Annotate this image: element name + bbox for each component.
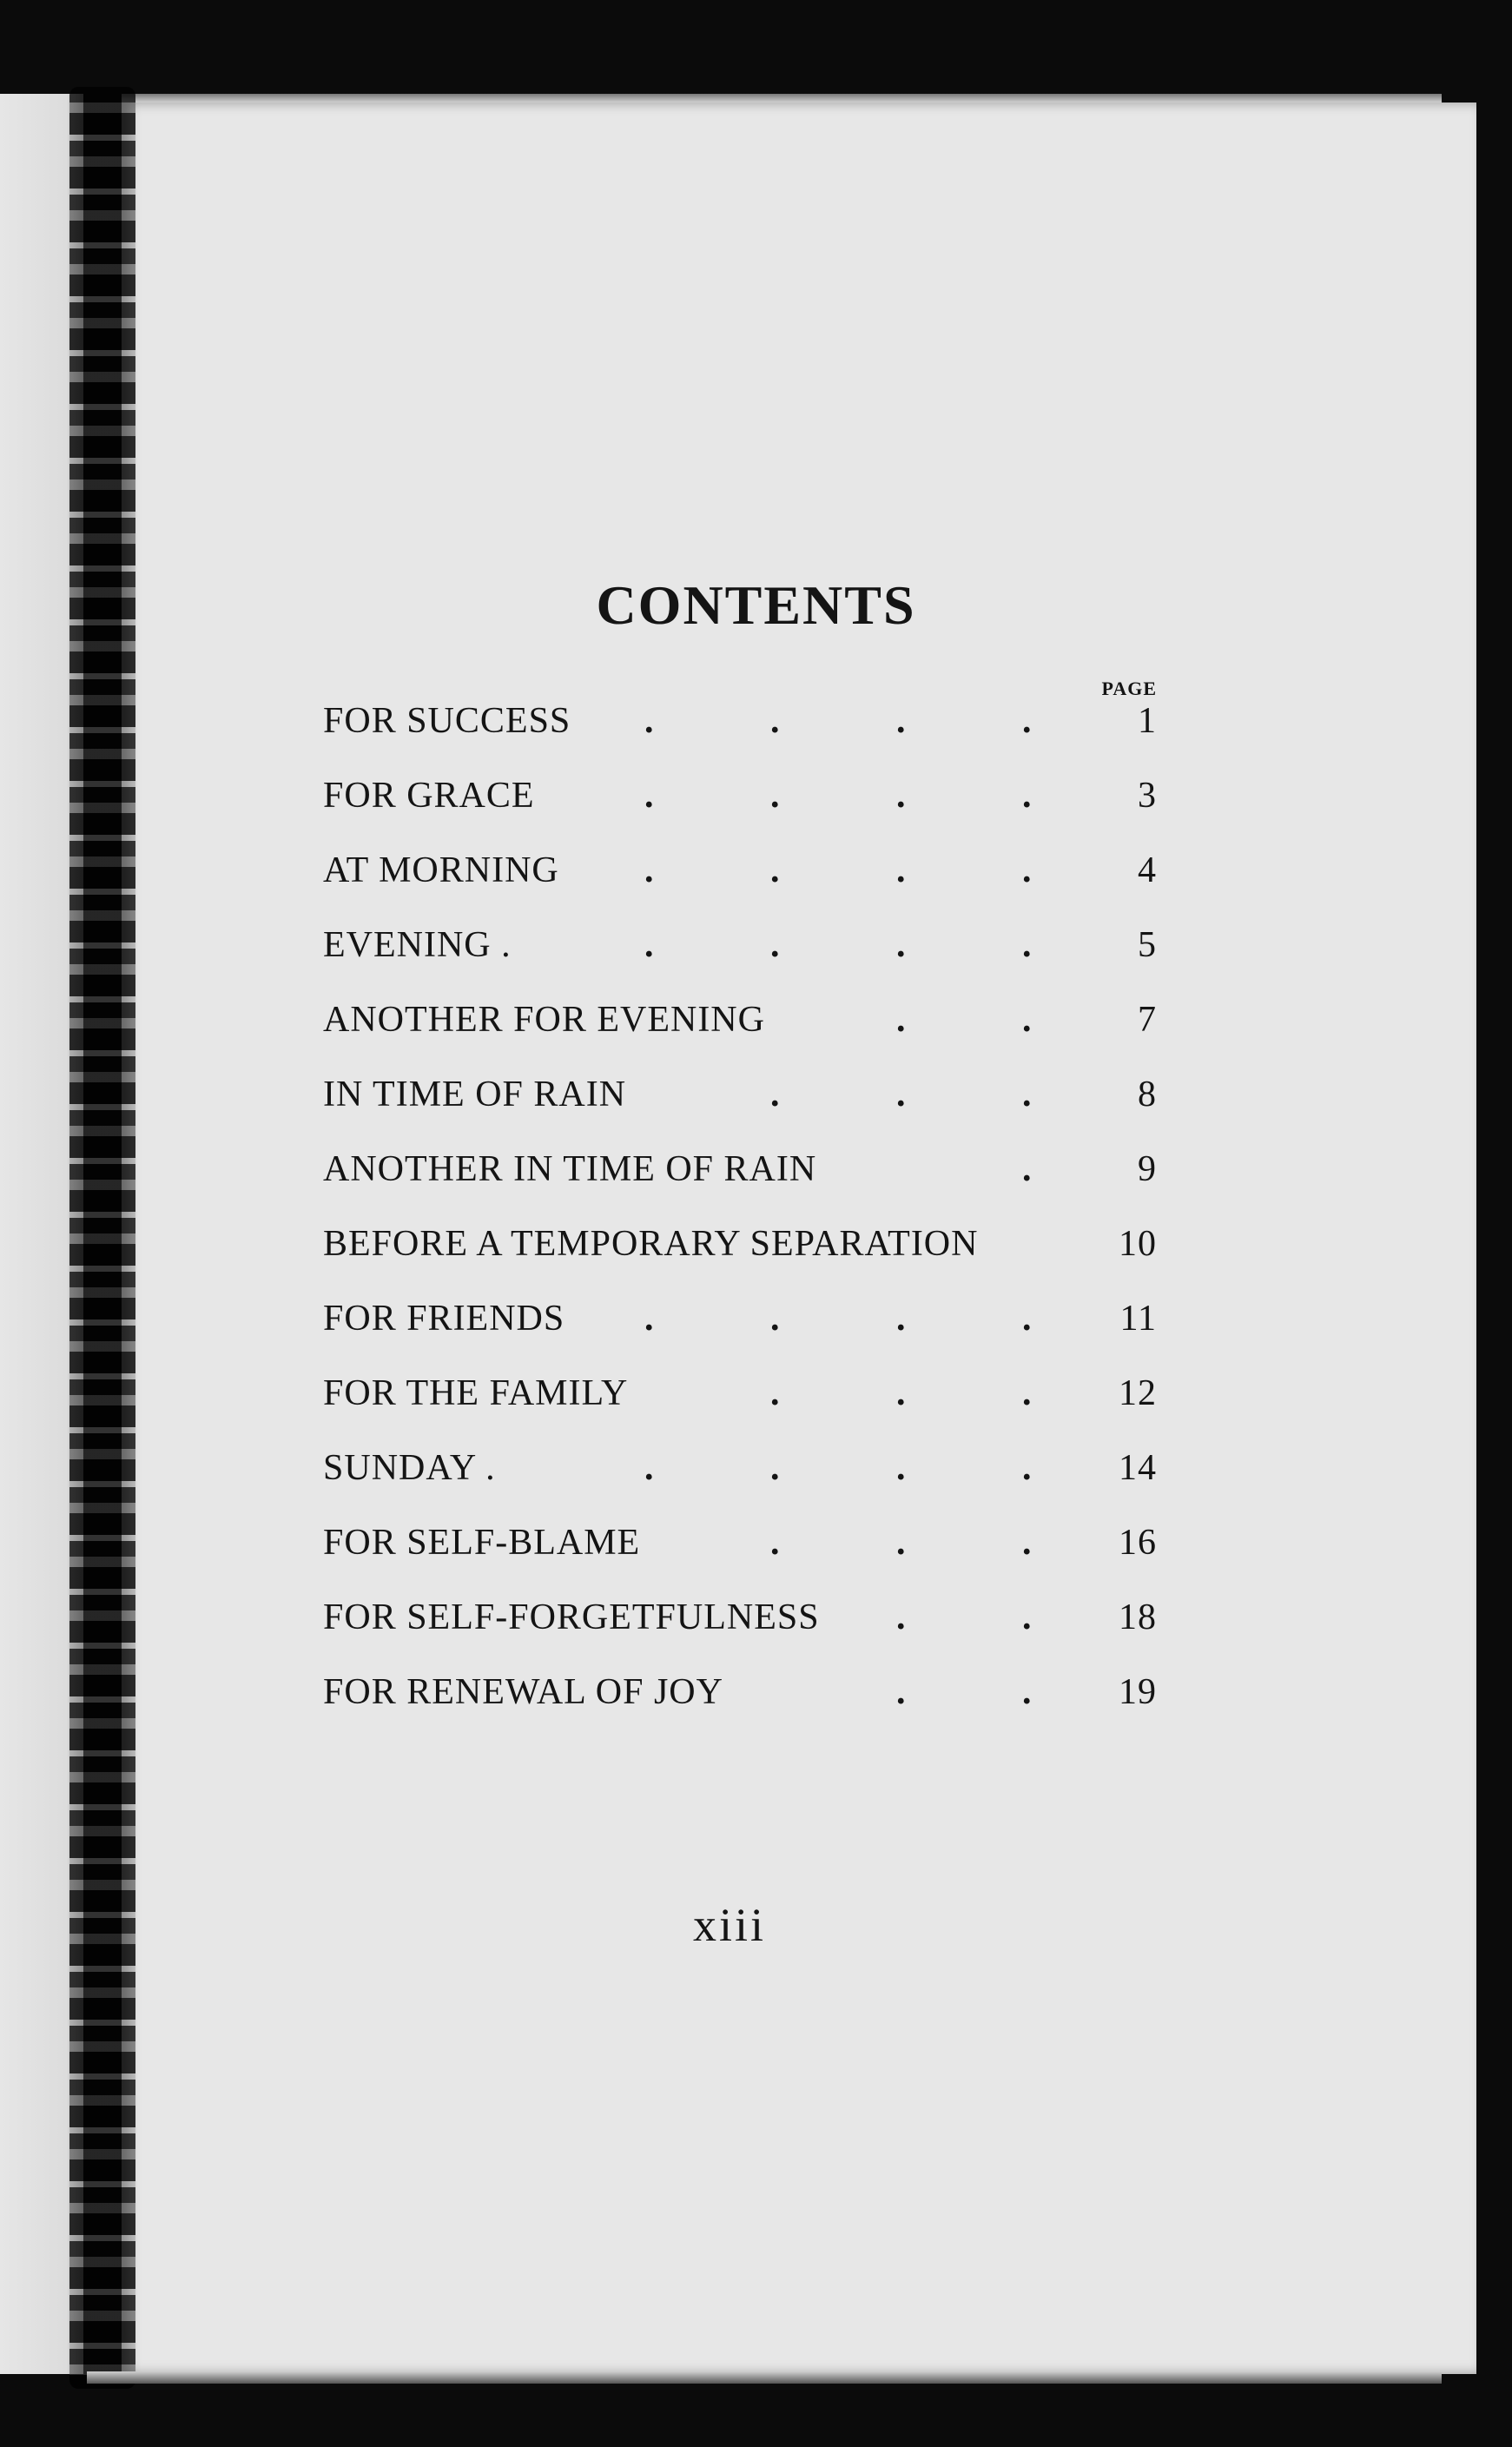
toc-leader-dot: . xyxy=(770,1299,781,1339)
toc-leader-dot: . xyxy=(1022,1299,1033,1339)
toc-leader-dot: . xyxy=(896,1597,907,1637)
toc-leader-dot: . xyxy=(644,925,655,965)
toc-leader-dot: . xyxy=(896,1299,907,1339)
toc-entry-title: FOR THE FAMILY xyxy=(323,1373,629,1413)
toc-leader-dot: . xyxy=(770,925,781,965)
toc-leader-dot: . xyxy=(1022,1448,1033,1488)
toc-entry-title: FOR FRIENDS xyxy=(323,1299,565,1339)
toc-leader-dot: . xyxy=(770,1075,781,1114)
toc-entry-title: FOR SUCCESS xyxy=(323,701,571,741)
toc-entry xyxy=(323,1442,1157,1494)
toc-leader-dot: . xyxy=(770,1373,781,1413)
toc-leader-dot: . xyxy=(896,1373,907,1413)
binding-gutter-shadow xyxy=(69,87,135,2389)
toc-leader-dot: . xyxy=(770,850,781,890)
toc-entry-page-number: 10 xyxy=(1119,1224,1157,1264)
toc-leader-dot: . xyxy=(896,1448,907,1488)
toc-entry xyxy=(323,1218,1157,1270)
toc-leader-dot: . xyxy=(1022,701,1033,741)
toc-entry-page-number: 16 xyxy=(1119,1523,1157,1563)
toc-leader-dot: . xyxy=(1022,776,1033,816)
toc-entry-page-number: 19 xyxy=(1119,1672,1157,1712)
page-folio: xiii xyxy=(692,1899,766,1951)
toc-entry-page-number: 1 xyxy=(1138,701,1157,741)
toc-entry xyxy=(323,919,1157,971)
toc-entry-title: IN TIME OF RAIN xyxy=(323,1075,627,1114)
toc-entry-page-number: 8 xyxy=(1138,1075,1157,1114)
toc-leader-dot: . xyxy=(896,1000,907,1040)
toc-entry xyxy=(323,1293,1157,1345)
toc-leader-dot: . xyxy=(644,1448,655,1488)
toc-entry xyxy=(323,695,1157,747)
toc-entry-title: SUNDAY . xyxy=(323,1448,496,1488)
toc-leader-dot: . xyxy=(1022,925,1033,965)
toc-entry-page-number: 5 xyxy=(1138,925,1157,965)
toc-entry-page-number: 9 xyxy=(1138,1149,1157,1189)
toc-leader-dot: . xyxy=(770,1523,781,1563)
page-bottom-edge xyxy=(87,2371,1442,2384)
toc-leader-dot: . xyxy=(1022,1672,1033,1712)
toc-leader-dot: . xyxy=(1022,1523,1033,1563)
toc-entry xyxy=(323,770,1157,822)
toc-entry-title: FOR GRACE xyxy=(323,776,535,816)
toc-entry xyxy=(323,1666,1157,1718)
toc-entry xyxy=(323,994,1157,1046)
toc-entry xyxy=(323,1591,1157,1643)
toc-entry-page-number: 14 xyxy=(1119,1448,1157,1488)
toc-leader-dot: . xyxy=(1022,1149,1033,1189)
toc-leader-dot: . xyxy=(644,776,655,816)
toc-entry-title: FOR SELF-BLAME xyxy=(323,1523,641,1563)
toc-entry-page-number: 11 xyxy=(1119,1299,1157,1339)
toc-entry xyxy=(323,844,1157,896)
toc-leader-dot: . xyxy=(770,776,781,816)
toc-leader-dot: . xyxy=(1022,1000,1033,1040)
contents-heading: CONTENTS xyxy=(596,574,916,636)
toc-entry xyxy=(323,1517,1157,1569)
toc-entry xyxy=(323,1367,1157,1419)
toc-entry-title: BEFORE A TEMPORARY SEPARATION xyxy=(323,1224,979,1264)
toc-entry-title: FOR SELF-FORGETFULNESS xyxy=(323,1597,820,1637)
toc-entry-page-number: 12 xyxy=(1119,1373,1157,1413)
toc-entry-title: ANOTHER IN TIME OF RAIN xyxy=(323,1149,817,1189)
toc-leader-dot: . xyxy=(770,701,781,741)
toc-entry-page-number: 7 xyxy=(1138,1000,1157,1040)
toc-entry-title: FOR RENEWAL OF JOY xyxy=(323,1672,723,1712)
toc-entry-page-number: 3 xyxy=(1138,776,1157,816)
toc-leader-dot: . xyxy=(770,1448,781,1488)
toc-leader-dot: . xyxy=(1022,1373,1033,1413)
toc-leader-dot: . xyxy=(644,701,655,741)
page-column-label: PAGE xyxy=(1101,678,1157,699)
toc-leader-dot: . xyxy=(896,776,907,816)
toc-entry-page-number: 18 xyxy=(1119,1597,1157,1637)
toc-entry-title: AT MORNING xyxy=(323,850,559,890)
toc-leader-dot: . xyxy=(896,701,907,741)
toc-entry xyxy=(323,1143,1157,1195)
toc-leader-dot: . xyxy=(644,1299,655,1339)
toc-leader-dot: . xyxy=(644,850,655,890)
toc-entry-title: ANOTHER FOR EVENING xyxy=(323,1000,765,1040)
page-top-edge xyxy=(122,94,1442,103)
toc-entry xyxy=(323,1068,1157,1121)
toc-entry-page-number: 4 xyxy=(1138,850,1157,890)
toc-leader-dot: . xyxy=(896,1075,907,1114)
toc-leader-dot: . xyxy=(896,1672,907,1712)
toc-leader-dot: . xyxy=(1022,1597,1033,1637)
toc-leader-dot: . xyxy=(1022,1075,1033,1114)
toc-leader-dot: . xyxy=(896,850,907,890)
toc-entry-title: EVENING . xyxy=(323,925,512,965)
toc-leader-dot: . xyxy=(896,925,907,965)
toc-leader-dot: . xyxy=(1022,850,1033,890)
toc-leader-dot: . xyxy=(896,1523,907,1563)
